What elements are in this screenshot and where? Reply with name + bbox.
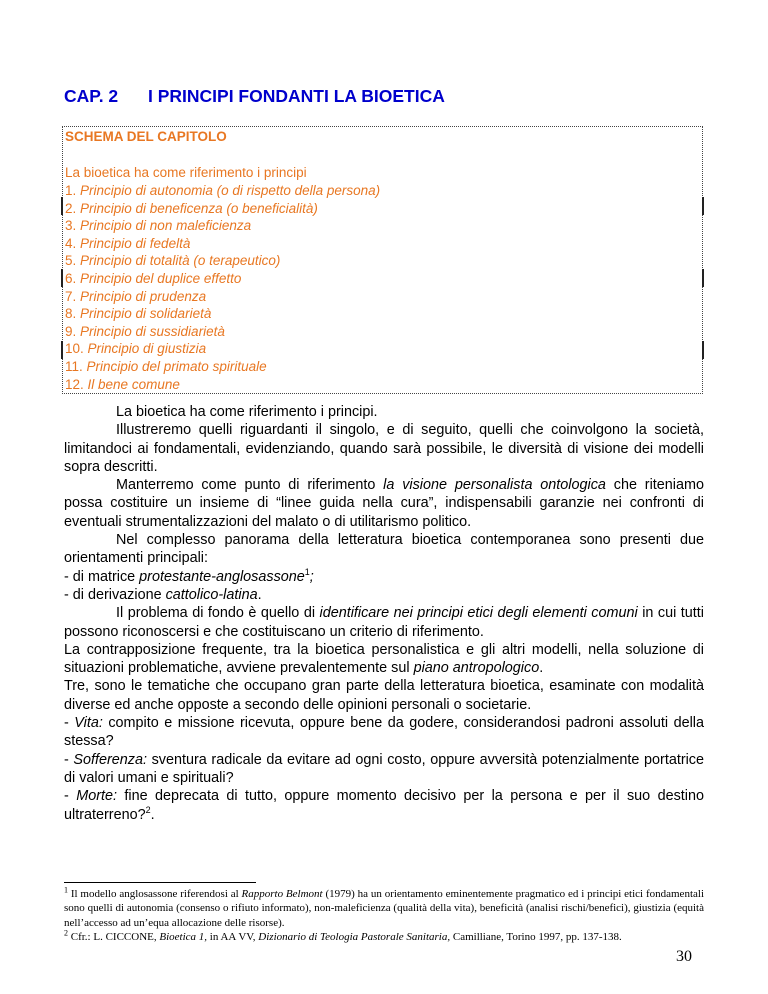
box-border-mark	[702, 269, 704, 287]
paragraph: Tre, sono le tematiche che occupano gran parte della letteratura bioetica, esaminate con modalità diverse ed anche opposte a secondo delle opinioni personali o societarie.	[64, 678, 704, 713]
outline-item: 1. Principio di autonomia (o di rispetto della persona)	[65, 183, 381, 198]
page-number: 30	[676, 948, 692, 965]
paragraph: Nel complesso panorama della letteratura bioetica contemporanea sono presenti due orientamenti principali:	[64, 532, 704, 567]
paragraph: La bioetica ha come riferimento i principi.	[116, 404, 378, 420]
outline-item: 2. Principio di beneficenza (o beneficialità)	[65, 200, 318, 216]
outline-item: 6. Principio del duplice effetto	[65, 270, 242, 286]
outline-item: 5. Principio di totalità (o terapeutico)	[65, 253, 281, 269]
outline-item: 8. Principio di solidarietà	[65, 306, 212, 322]
paragraph: - Sofferenza: sventura radicale da evitare ad ogni costo, oppure avversità potenzialmente portatrice di valori umani e spirituali?	[64, 751, 705, 786]
box-border-mark	[61, 341, 63, 359]
footnote-separator	[64, 882, 256, 883]
chapter-title-text: I PRINCIPI FONDANTI LA BIOETICA	[148, 86, 445, 106]
outline-heading: SCHEMA DEL CAPITOLO	[65, 129, 227, 144]
box-border-mark	[702, 197, 704, 215]
paragraph: Manterremo come punto di riferimento la visione personalista ontologica che riteniamo possa costituire un insieme di “linee guida nella cura”, indispensabili garanzie nei confronti di eventuali strumentalizzazioni del malato o di utilitarismo politico.	[64, 477, 704, 530]
footnotes	[64, 887, 704, 945]
outline-item: 12. Il bene comune	[65, 376, 180, 392]
paragraph: - Morte: fine deprecata di tutto, oppure momento decisivo per la persona e per il suo destino ultraterreno?$^2$.	[64, 788, 704, 823]
outline-item: 11. Principio del primato spirituale	[65, 358, 267, 374]
outline-item: 3. Principio di non maleficienza	[65, 218, 252, 234]
outline-item: 7. Principio di prudenza	[65, 288, 207, 304]
outline-item: 9. Principio di sussidiarietà	[65, 323, 225, 339]
paragraph: Il problema di fondo è quello di identificare nei principi etici degli elementi comuni in cui tutti possono riconoscersi e che costituiscano un criterio di riferimento.	[64, 605, 704, 640]
footnote-ref: 1	[304, 566, 310, 577]
chapter-number: CAP. 2	[64, 86, 119, 106]
box-border-mark	[61, 197, 63, 215]
outline-item: 10. Principio di giustizia	[65, 341, 207, 357]
body-text	[64, 403, 704, 824]
paragraph: - Vita: compito e missione ricevuta, oppure bene da godere, considerandosi padroni assoluti della stessa?	[64, 715, 704, 750]
outline-list	[65, 182, 380, 393]
chapter-title	[64, 86, 445, 107]
footnote: $^1$ Il modello anglosassone riferendosi al Rapporto Belmont (1979) ha un orientamento eminentemente pragmatico ed i principi etici fondamentali sono quelli di autonomia (consenso o rifiuto informato), non-maleficienza (qualità della vita), beneficità (analisi rischi/benefici), giustizia (equità nell’accesso ad un’equa allocazione delle risorse).	[64, 885, 704, 929]
footnote: $^2$ Cfr.: L. CICCONE, Bioetica 1, in AA VV, Dizionario di Teologia Pastorale Sanitaria, Camilliane, Torino 1997, pp. 137-138.	[64, 928, 622, 944]
paragraph: - di matrice protestante-anglosassone$^1$;	[64, 566, 314, 585]
box-border-mark	[61, 269, 63, 287]
paragraph: Illustreremo quelli riguardanti il singolo, e di seguito, quelli che coinvolgono la società, limitandoci ai fondamentali, evidenziando, quando sarà possibile, le diversità di visione dei modelli sopra descritti.	[64, 422, 704, 475]
paragraph: - di derivazione cattolico-latina.	[64, 586, 262, 603]
outline-intro: La bioetica ha come riferimento i principi	[65, 165, 307, 180]
box-border-mark	[702, 341, 704, 359]
footnote-ref: 2	[145, 804, 151, 815]
paragraph: La contrapposizione frequente, tra la bioetica personalistica e gli altri modelli, nella soluzione di situazioni problematiche, avviene prevalentemente sul piano antropologico.	[64, 641, 704, 677]
outline-item: 4. Principio di fedeltà	[65, 235, 191, 251]
